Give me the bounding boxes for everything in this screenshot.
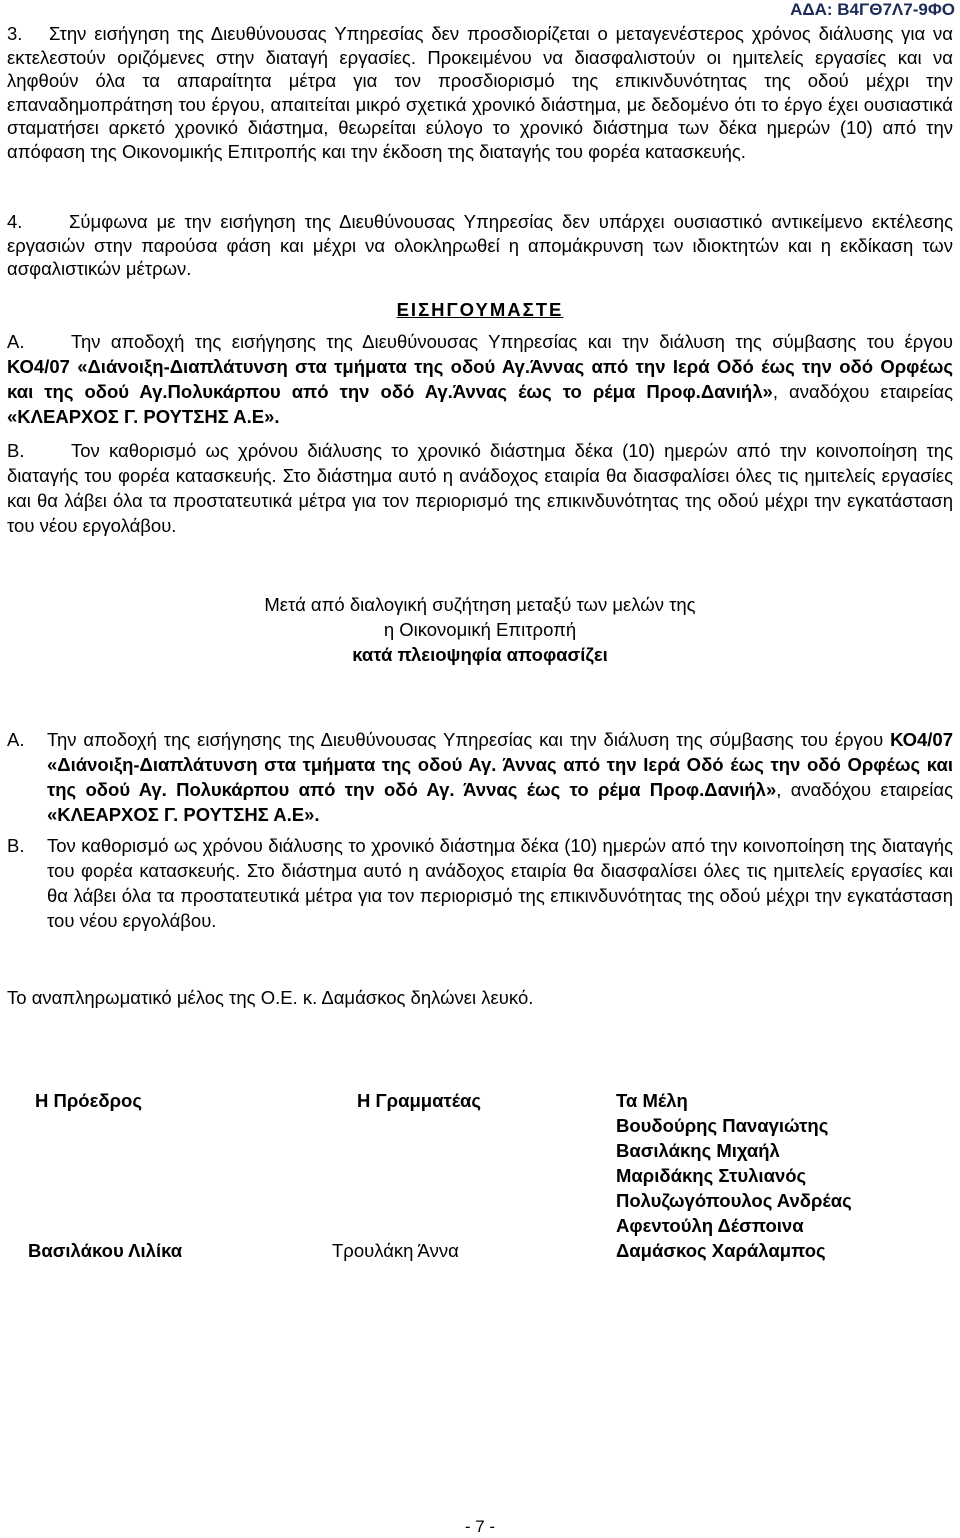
proposal-a-text: Την αποδοχή της εισήγησης της Διευθύνουσας Υπηρεσίας και την διάλυση της σύμβασης του έργου — [71, 331, 953, 352]
decision-a-contractor: «ΚΛΕΑΡΧΟΣ Γ. ΡΟΥΤΣΗΣ Α.Ε». — [47, 804, 320, 825]
decision-a-text: Την αποδοχή της εισήγησης της Διευθύνουσας Υπηρεσίας και την διάλυση της σύμβασης του έργου — [47, 729, 891, 750]
ada-code: ΑΔΑ: Β4ΓΘ7Λ7-9ΦΟ — [790, 0, 955, 19]
decision-block — [7, 727, 953, 939]
decision-a — [7, 727, 953, 827]
secretary-name: Τρουλάκη Άννα — [332, 1240, 459, 1261]
item-4-number: 4. — [7, 211, 23, 232]
president-name: Βασιλάκου Λιλίκα — [28, 1240, 183, 1261]
proposal-a-contractor: «ΚΛΕΑΡΧΟΣ Γ. ΡΟΥΤΣΗΣ Α.Ε». — [7, 406, 280, 427]
secretary-title: Η Γραμματέας — [357, 1090, 482, 1111]
member-name: Δαμάσκος Χαράλαμπος — [616, 1240, 826, 1261]
decision-a-label: Α. — [7, 729, 25, 750]
decision-a-contractor-label: , αναδόχου εταιρείας — [776, 779, 953, 800]
item-3-number: 3. — [7, 23, 23, 44]
members-title: Τα Μέλη — [616, 1090, 688, 1111]
member-name: Πολυζωγόπουλος Ανδρέας — [616, 1190, 852, 1211]
abstention-note: Το αναπληρωματικό μέλος της Ο.Ε. κ. Δαμάσκος δηλώνει λευκό. — [7, 987, 534, 1008]
proposal-b-label: Β. — [7, 440, 25, 461]
item-3 — [7, 22, 953, 162]
proposal-a-label: Α. — [7, 331, 25, 352]
discussion-line-1: Μετά από διαλογική συζήτηση μεταξύ των μελών της — [264, 594, 696, 615]
member-name: Βασιλάκης Μιχαήλ — [616, 1140, 780, 1161]
members-block — [616, 1088, 852, 1263]
proposal-b-text: Τον καθορισμό ως χρόνου διάλυσης το χρονικό διάστημα δέκα (10) ημερών από την κοινοποίηση της διαταγής του φορέα κατασκευής. Στο διάστημα αυτό η ανάδοχος εταιρία θα διασφαλίσει όλες τις ημιτελείς εργασίες και θα λάβει όλα τα προστατευτικά μέτρα για τον περιορισμό της επικινδυνότητας της οδού μέχρι την εγκατάσταση του νέου εργολάβου. — [7, 440, 953, 536]
discussion-line-2: η Οικονομική Επιτροπή — [383, 619, 577, 640]
decision-b — [7, 833, 953, 933]
decision-a-project: ΚΟ4/07 «Διάνοιξη-Διαπλάτυνση στα τμήματα της οδού Αγ. Άννας από την Ιερά Οδό έως την οδό Ορφέως και της οδού Αγ. Πολυκάρπου από την οδό Αγ. Άννας έως το ρέμα Προφ.Δανιήλ» — [47, 729, 953, 800]
proposal-title: ΕΙΣΗΓΟΥΜΑΣΤΕ — [396, 299, 564, 320]
decision-b-label: Β. — [7, 835, 25, 856]
president-title: Η Πρόεδρος — [35, 1090, 142, 1111]
discussion-decision: κατά πλειοψηφία αποφασίζει — [352, 644, 608, 665]
item-3-text: Στην εισήγηση της Διευθύνουσας Υπηρεσίας δεν προσδιορίζεται ο μεταγενέστερος χρόνος διάλυσης για να εκτελεστούν οριζόμενες στην διαταγή εργασίες. Προκειμένου να διασφαλιστούν οι ημιτελείς εργασίες και να ληφθούν όλα τα απαραίτητα μέτρα για τον προσδιορισμό της επικινδυνότητας της οδού μέχρι την επαναδημοπράτηση του έργου, απαιτείται μικρό σχετικά χρονικό διάστημα, με δεδομένο ότι το έργο έχει ουσιαστικά σταματήσει αρκετό χρονικό διάστημα, θεωρείται εύλογο το χρονικό διάστημα των δέκα ημερών (10) από την απόφαση της Οικονομικής Επιτροπής και την έκδοση της διαταγής του φορέα κατασκευής. — [7, 23, 953, 162]
discussion-block — [0, 592, 960, 667]
member-name: Βουδούρης Παναγιώτης — [616, 1115, 829, 1136]
proposal-a — [7, 329, 953, 429]
page-number: - 7 - — [464, 1517, 496, 1536]
member-name: Αφεντούλη Δέσποινα — [616, 1215, 804, 1236]
member-name: Μαριδάκης Στυλιανός — [616, 1165, 807, 1186]
item-4-text: Σύμφωνα με την εισήγηση της Διευθύνουσας Υπηρεσίας δεν υπάρχει ουσιαστικό αντικείμενο εκτέλεσης εργασιών στην παρούσα φάση και μέχρι να ολοκληρωθεί η απομάκρυνση των ιδιοκτητών και η εκδίκαση των ασφαλιστικών μέτρων. — [7, 211, 953, 280]
proposal-a-contractor-label: , αναδόχου εταιρείας — [772, 381, 953, 402]
decision-b-text: Τον καθορισμό ως χρόνου διάλυσης το χρονικό διάστημα δέκα (10) ημερών από την κοινοποίηση της διαταγής του φορέα κατασκευής. Στο διάστημα αυτό η ανάδοχος εταιρία θα διασφαλίσει όλες τις ημιτελείς εργασίες και θα λάβει όλα τα προστατευτικά μέτρα για τον περιορισμό της επικινδυνότητας της οδού μέχρι την εγκατάσταση του νέου εργολάβου. — [47, 835, 953, 931]
proposal-a-project: ΚΟ4/07 «Διάνοιξη-Διαπλάτυνση στα τμήματα της οδού Αγ.Άννας από την Ιερά Οδό έως την οδό Ορφέως και της οδού Αγ.Πολυκάρπου από την οδό Αγ.Άννας έως το ρέμα Προφ.Δανιήλ» — [7, 356, 953, 402]
proposal-b — [7, 438, 953, 538]
